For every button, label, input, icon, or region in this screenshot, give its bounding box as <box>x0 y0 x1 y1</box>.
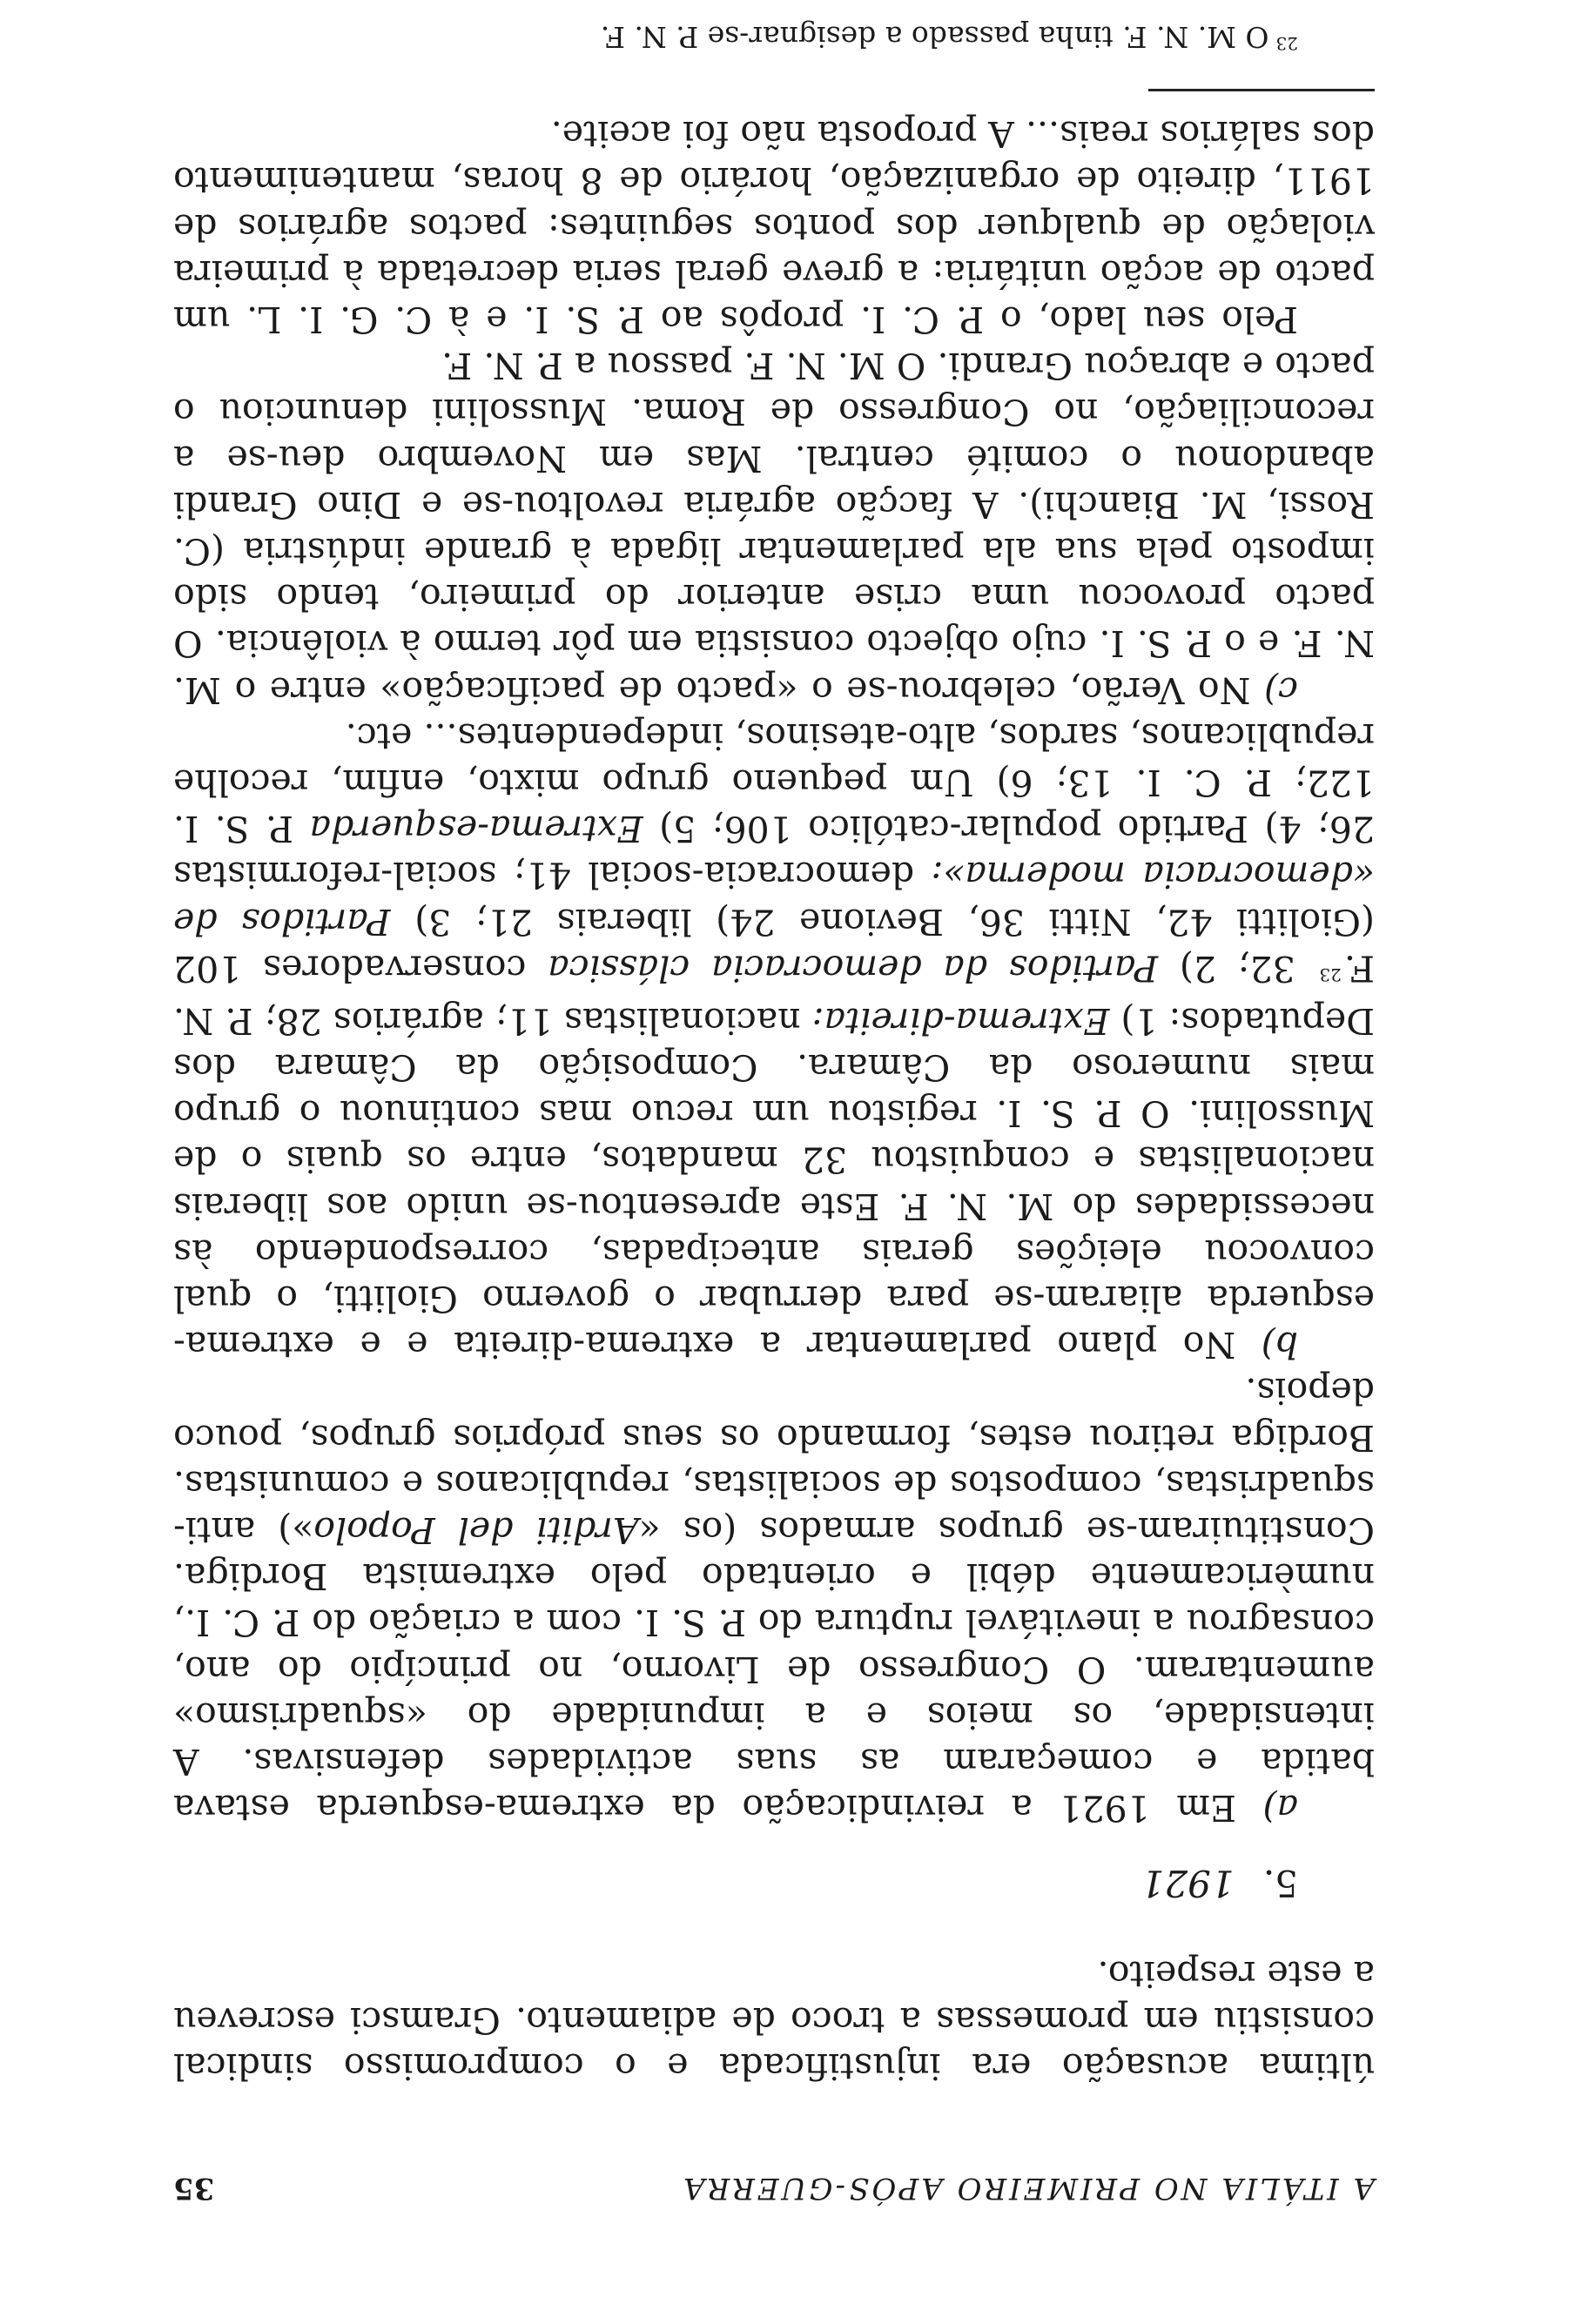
body-text <box>173 17 1375 2089</box>
paragraph-b-italic-1: Extrema-direita: <box>811 999 1110 1042</box>
paragraph-a-italic-1: Arditi del Popolo <box>313 1508 639 1551</box>
paragraph-a-text-2: ») anti-squadristas, compostos de socialistas, republicanos e comunistas. Bordiga retirou estes, formando os seus próprios grupos, pouco depois. <box>173 1370 1375 1551</box>
section-number: 5. <box>1262 1862 1298 1905</box>
paragraph-b <box>173 713 1375 1368</box>
paragraph-a-text-1: Em 1921 a reivindicação da extrema-esquerda estava batida e começaram as suas actividades defensivas. A intensidade, os meios e a impunidade do «squadrismo» aumentaram. O Congresso de Livorno, no princípio do ano, consagrou a inevitável ruptura do P. S. I. com a criação do P. C. I., numèricamente débil e orientado pelo extremista Bordiga. Constituiram-se grupos armados (os « <box>173 1508 1375 1830</box>
paragraph-a <box>173 1367 1375 1830</box>
footnote-text: O M. N. F. tinha passado a designar-se P. N. F. <box>600 20 1269 55</box>
paragraph-a-label: a) <box>1262 1787 1298 1830</box>
paragraph-b-text-4: conservadores 102 (Giolitti 42, Nitti 36, Bevione 24) liberais 21; 3) <box>173 900 1375 989</box>
paragraph-b-italic-4: Extrema-esquerda <box>309 808 643 850</box>
footnote <box>173 17 1375 63</box>
paragraph-b-italic-2: Partidos da democracia clássica <box>548 946 1159 989</box>
paragraph-b-label: b) <box>1261 1324 1298 1367</box>
paragraph-b-text-1: No plano parlamentar a extrema-direita e e extrema-esquerda aliaram-se para derrubar o governo Giolitti, o qual convocou eleições gerais antecipadas, correspondendo às necessidades do M. N. F. Este apresentou-se unido aos liberais nacionalistas e conquistou 32 mandatos, entre os quais o de Mussolini. O P. S. I. registou um recuo mas continuou o grupo mais numeroso da Câmara. Composição da Câmara dos Deputados: 1) <box>173 999 1375 1367</box>
paragraph-c <box>173 342 1375 713</box>
paragraph-b-italic-3: Partidos de «democracia moderna»: <box>172 854 1375 943</box>
section-title: 1921 <box>1141 1862 1235 1905</box>
paragraph-b-text-6: P. S. I. 122; P. C. I. 13; 6) Um pequeno grupo mixto, enfim, recolhe republicanos, sardos, alto-atesinos, independentes... etc. <box>172 715 1375 850</box>
paragraph-d: Pelo seu lado, o P. C. I. propôs ao P. S. I. e à C. G. I. L. um pacto de acção unitária: a greve geral seria decretada à primeira violação de qualquer dos pontos seguintes: pactos agrários de 1911, direito de organização, horário de 8 horas, mantenimento dos salários reais... A proposta não foi aceite. <box>173 113 1375 341</box>
footnote-mark: 23 <box>1275 33 1298 55</box>
paragraph-b-text-3: 32; 2) <box>1158 946 1317 989</box>
paragraph-c-text: No Verão, celebrou-se o «pacto de pacificação» entre o M. N. F. e o P. S. I. cujo objecto consistia em pôr termo à violência. O pacto provocou uma crise anterior do primeiro, tendo sido imposto pela sua ala parlamentar ligada à grande indústria (C. Rossi, M. Bianchi). A facção agrária revoltou-se e Dino Grandi abandonou o comité central. Mas em Novembro deu-se a reconciliação, no Congresso de Roma. Mussolini denunciou o pacto e abraçou Grandi. O M. N. F. passou a P. N. F. <box>173 345 1375 711</box>
page-number: 35 <box>173 2171 215 2206</box>
running-title: A ITÁLIA NO PRIMEIRO APÓS-GUERRA <box>681 2171 1375 2206</box>
section-heading <box>173 1860 1375 1906</box>
running-header <box>173 2171 1375 2206</box>
paragraph-b-text-5: democracia-social 41; social-reformistas 26; 4) Partido popular-católico 106; 5) <box>173 808 1375 897</box>
paragraph-b-text-2: nacionalistas 11; agrários 28; P. N. F. <box>173 946 1375 1042</box>
footnote-divider <box>1148 89 1375 91</box>
paragraph-c-label: c) <box>1264 668 1298 711</box>
intro-paragraph: última acusação era injustificada e o compromisso sindical consistiu em promessas a troco de adiamento. Gramsci escreveu a este respeito. <box>173 1952 1375 2087</box>
footnote-reference: 23 <box>1319 964 1342 985</box>
